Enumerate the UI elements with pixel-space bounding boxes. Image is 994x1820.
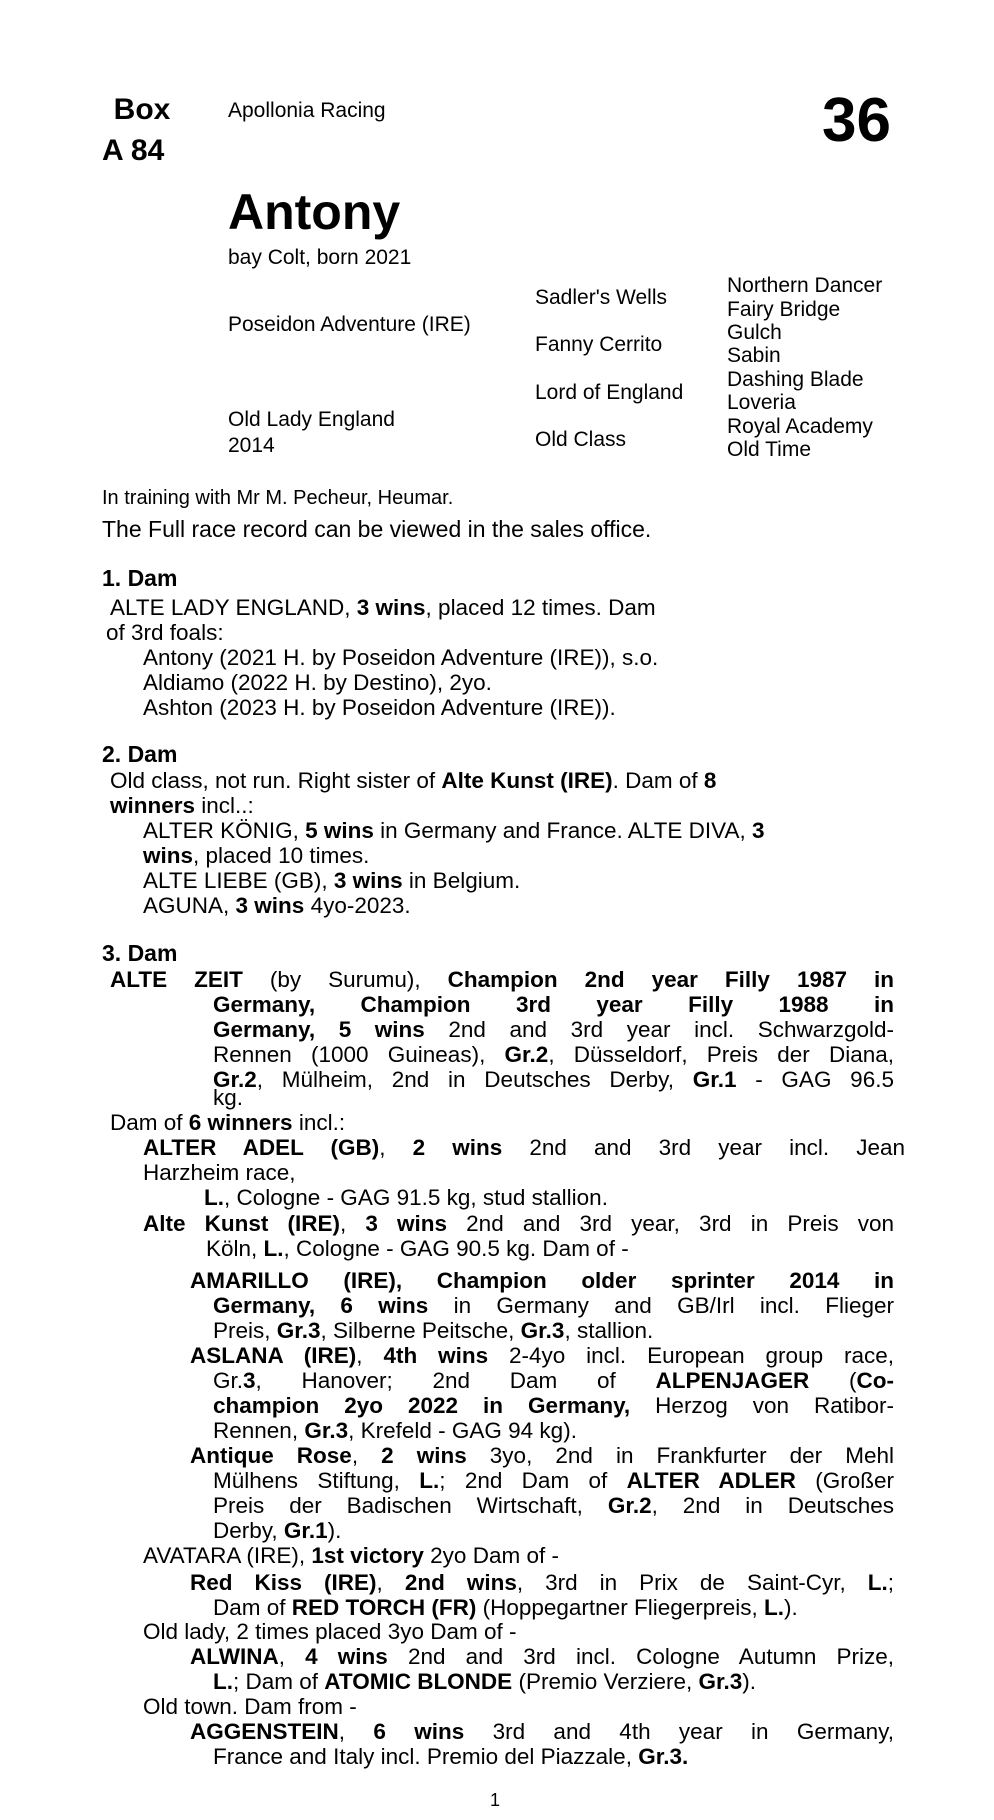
pedigree-gen3: Loveria [727, 391, 796, 414]
foal-item: Ashton (2023 H. by Poseidon Adventure (IRE)). [143, 695, 616, 720]
foal-item: Antony (2021 H. by Poseidon Adventure (IRE)), s.o. [143, 645, 659, 670]
pedigree-gen3: Northern Dancer [727, 274, 883, 297]
pedigree-gen3: Royal Academy [727, 415, 873, 438]
offspring-line: Red Kiss (IRE), 2nd wins, 3rd in Prix de Saint-Cyr, L.; [190, 1570, 894, 1595]
offspring-line: Alte Kunst (IRE), 3 wins 2nd and 3rd year, 3rd in Preis von [143, 1211, 894, 1236]
dam2-line: winners incl..: [110, 793, 254, 818]
offspring-line: Preis, Gr.3, Silberne Peitsche, Gr.3, stallion. [213, 1318, 654, 1343]
pedigree-dam-year: 2014 [228, 434, 275, 457]
dam2-line: wins, placed 10 times. [143, 843, 370, 868]
dam2-line: AGUNA, 3 wins 4yo-2023. [143, 893, 411, 918]
offspring-line: L.; Dam of ATOMIC BLONDE (Premio Verziere, Gr.3). [213, 1669, 757, 1694]
offspring-line: Rennen, Gr.3, Krefeld - GAG 94 kg). [213, 1418, 577, 1443]
pedigree-gen3: Fairy Bridge [727, 298, 841, 321]
lot-number: 36 [822, 86, 891, 155]
offspring-line: Preis der Badischen Wirtschaft, Gr.2, 2nd in Deutsches [213, 1493, 894, 1518]
offspring-line: ASLANA (IRE), 4th wins 2-4yo incl. European group race, [190, 1343, 895, 1368]
offspring-line: AMARILLO (IRE), Champion older sprinter 2014 in [190, 1268, 894, 1293]
offspring-line: Köln, L., Cologne - GAG 90.5 kg. Dam of - [206, 1236, 629, 1261]
pedigree-dam-dam: Old Class [535, 428, 627, 451]
dam3-line: Germany, Champion 3rd year Filly 1988 in [213, 992, 894, 1017]
offspring-line: France and Italy incl. Premio del Piazzale, Gr.3. [213, 1744, 689, 1769]
dam2-heading: 2. Dam [102, 741, 178, 767]
offspring-line: Derby, Gr.1). [213, 1518, 342, 1543]
dam1-line: ALTE LADY ENGLAND, 3 wins, placed 12 times. Dam [110, 595, 656, 620]
pedigree-dam-sire: Lord of England [535, 381, 684, 404]
offspring-line: Harzheim race, [143, 1160, 296, 1185]
pedigree-sire-dam: Fanny Cerrito [535, 333, 663, 356]
dam3-line: Dam of 6 winners incl.: [110, 1110, 346, 1135]
dam3-line: Rennen (1000 Guineas), Gr.2, Düsseldorf, Preis der Diana, [213, 1042, 894, 1067]
offspring-line: Old lady, 2 times placed 3yo Dam of - [143, 1619, 517, 1644]
offspring-line: Dam of RED TORCH (FR) (Hoppegartner Fliegerpreis, L.). [213, 1595, 798, 1620]
offspring-line: L., Cologne - GAG 91.5 kg, stud stallion. [204, 1185, 608, 1210]
offspring-line: ALWINA, 4 wins 2nd and 3rd incl. Cologne Autumn Prize, [190, 1644, 894, 1669]
pedigree-gen3: Old Time [727, 438, 812, 461]
pedigree-gen3: Gulch [727, 321, 782, 344]
offspring-line: Old town. Dam from - [143, 1694, 357, 1719]
consignor: Apollonia Racing [228, 99, 386, 122]
dam3-line: ALTE ZEIT (by Surumu), Champion 2nd year Filly 1987 in [110, 967, 894, 992]
offspring-line: AGGENSTEIN, 6 wins 3rd and 4th year in Germany, [190, 1719, 894, 1744]
dam1-heading: 1. Dam [102, 565, 178, 591]
pedigree-sire: Poseidon Adventure (IRE) [228, 313, 471, 336]
offspring-line: ALTER ADEL (GB), 2 wins 2nd and 3rd year incl. Jean [143, 1135, 905, 1160]
offspring-line: Antique Rose, 2 wins 3yo, 2nd in Frankfurter der Mehl [190, 1443, 894, 1468]
pedigree-gen3: Sabin [727, 344, 781, 367]
dam1-line: of 3rd foals: [106, 620, 224, 645]
pedigree-dam: Old Lady England [228, 408, 395, 431]
pedigree-gen3: Dashing Blade [727, 368, 864, 391]
race-record-note: The Full race record can be viewed in the sales office. [102, 516, 652, 542]
page-number: 1 [490, 1790, 501, 1810]
pedigree-sire-sire: Sadler's Wells [535, 286, 667, 309]
offspring-line: Germany, 6 wins in Germany and GB/Irl incl. Flieger [213, 1293, 894, 1318]
dam2-line: ALTER KÖNIG, 5 wins in Germany and France. ALTE DIVA, 3 [143, 818, 765, 843]
offspring-line: AVATARA (IRE), 1st victory 2yo Dam of - [143, 1543, 559, 1568]
dam3-line: kg. [213, 1085, 244, 1110]
offspring-line: Gr.3, Hanover; 2nd Dam of ALPENJAGER (Co- [213, 1368, 894, 1393]
box-number: A 84 [102, 134, 165, 167]
dam2-line: ALTE LIEBE (GB), 3 wins in Belgium. [143, 868, 521, 893]
horse-name: Antony [228, 184, 401, 240]
horse-description: bay Colt, born 2021 [228, 246, 412, 269]
dam2-line: Old class, not run. Right sister of Alte Kunst (IRE). Dam of 8 [110, 768, 717, 793]
dam3-line: Germany, 5 wins 2nd and 3rd year incl. Schwarzgold- [213, 1017, 895, 1042]
dam3-line: Gr.2, Mülheim, 2nd in Deutsches Derby, Gr.1 - GAG 96.5 [213, 1067, 894, 1092]
dam3-heading: 3. Dam [102, 940, 178, 966]
box-label: Box [113, 93, 171, 126]
foal-item: Aldiamo (2022 H. by Destino), 2yo. [143, 670, 492, 695]
offspring-line: champion 2yo 2022 in Germany, Herzog von Ratibor- [213, 1393, 894, 1418]
training-note: In training with Mr M. Pecheur, Heumar. [102, 487, 454, 509]
offspring-line: Mülhens Stiftung, L.; 2nd Dam of ALTER ADLER (Großer [213, 1468, 894, 1493]
